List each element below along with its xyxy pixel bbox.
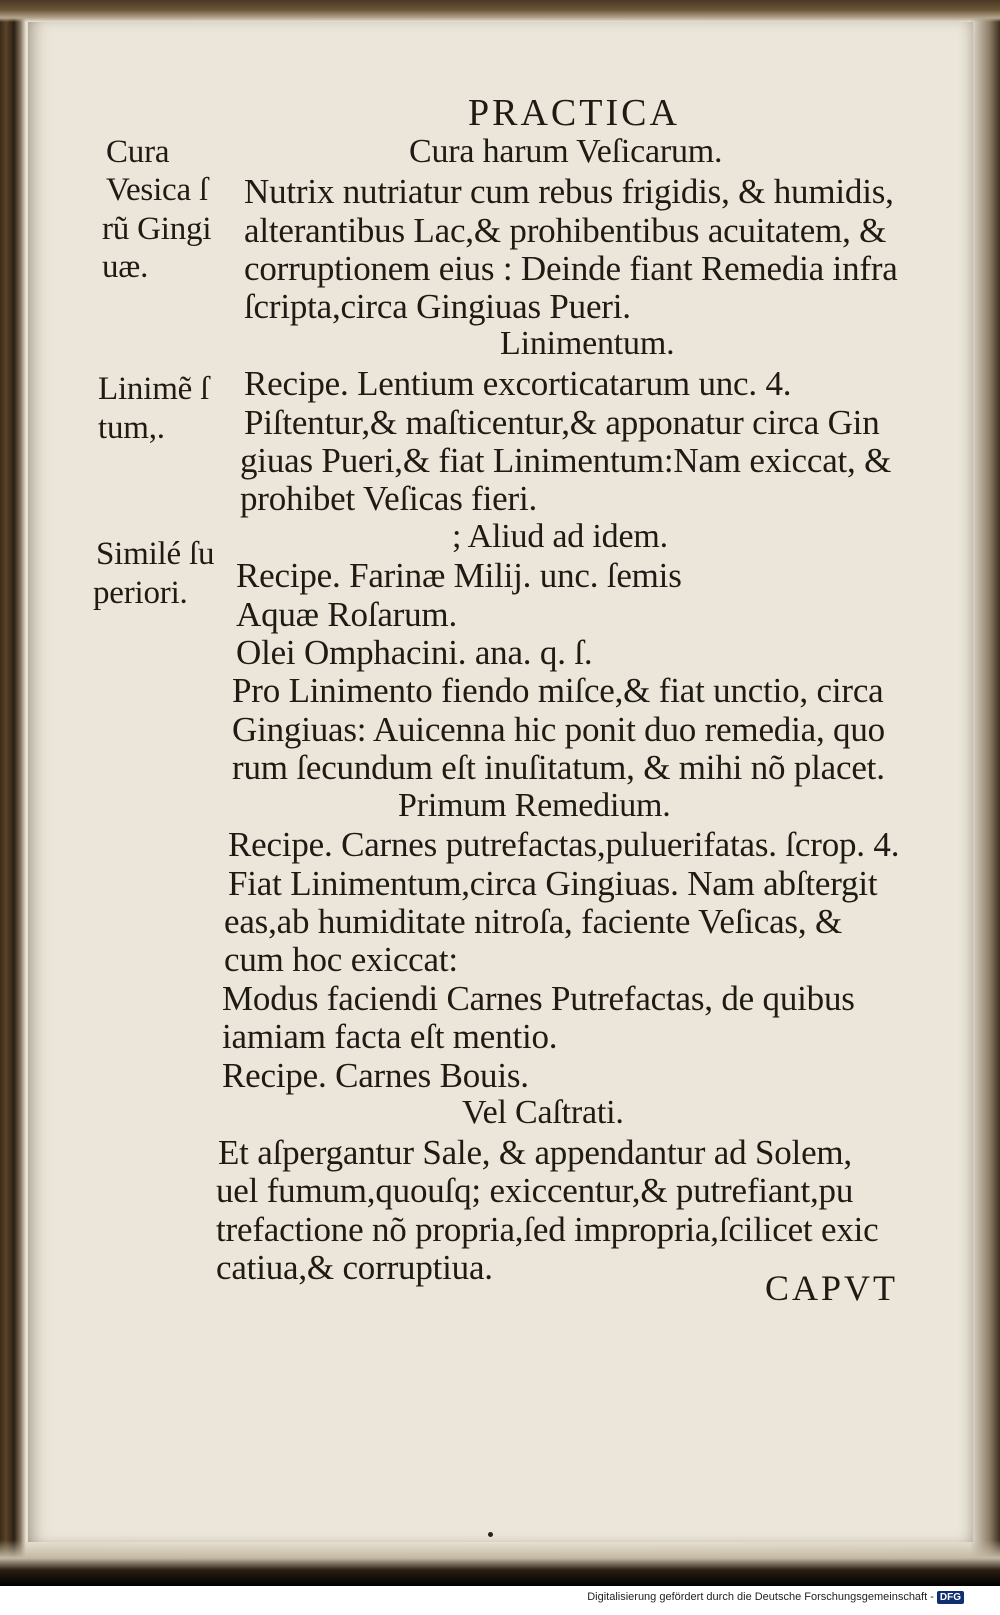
section-heading: Cura harum Veſicarum. [409,133,723,170]
dfg-logo: DFG [937,1591,964,1604]
text-line: Nutrix nutriatur cum rebus frigidis, & humidis, [244,172,894,211]
text-line: prohibet Veſicas fieri. [240,479,538,518]
text-line: Piſtentur,& maſticentur,& apponatur circa Gin [244,403,880,442]
margin-note: periori. [93,575,188,611]
margin-note: uæ. [102,249,149,285]
text-line: Pro Linimento fiendo miſce,& fiat unctio, circa [232,671,884,710]
margin-note: Similé ſu [96,536,215,572]
digitization-credit [587,1591,964,1604]
text-line: trefactione nõ propria,ſed impropria,ſcilicet exic [216,1210,879,1249]
text-line: catiua,& corruptiua. [216,1248,493,1287]
text-line: Modus faciendi Carnes Putrefactas, de quibus [222,979,855,1018]
text-line: iamiam facta eſt mentio. [222,1017,558,1056]
text-line: Recipe. Carnes putrefactas,puluerifatas. ſcrop. 4. [228,825,900,864]
section-heading: Vel Caſtrati. [462,1094,624,1131]
text-line: Fiat Linimentum,circa Gingiuas. Nam abſtergit [228,864,878,903]
text-line: alterantibus Lac,& prohibentibus acuitatem, & [244,211,887,250]
text-line: eas,ab humiditate nitroſa, faciente Veſicas, & [224,902,842,941]
text-line: Recipe. Farinæ Milij. unc. ſemis [236,556,682,595]
ink-speck [488,1532,493,1537]
margin-note: Cura [106,134,170,170]
running-head: PRACTICA [468,92,680,134]
margin-note: tum,. [98,410,165,446]
section-heading: Primum Remedium. [398,787,671,824]
text-line: rum ſecundum eſt inuſitatum, & mihi nõ placet. [232,748,885,787]
text-line: corruptionem eius : Deinde fiant Remedia infra [244,249,898,288]
book-bottom-edge [0,1540,1000,1586]
text-line: Aquæ Roſarum. [236,595,458,634]
margin-note: rũ Gingi [102,211,212,247]
text-line: Olei Omphacini. ana. q. ſ. [236,633,593,672]
text-line: Et aſpergantur Sale, & appendantur ad Solem, [218,1133,852,1172]
margin-note: Linimẽ ſ [98,371,210,407]
text-line: Recipe. Lentium excorticatarum unc. 4. [244,364,792,403]
text-line: uel fumum,quouſq; exiccentur,& putrefiant,pu [216,1171,854,1210]
section-heading: Linimentum. [500,325,675,362]
text-line: Gingiuas: Auicenna hic ponit duo remedia, quo [232,710,885,749]
margin-note: Vesica ſ [106,172,208,208]
text-line: giuas Pueri,& fiat Linimentum:Nam exiccat, & [240,441,892,480]
book-top-edge [0,0,1000,22]
text-line: cum hoc exiccat: [224,940,458,979]
section-heading: ; Aliud ad idem. [452,518,668,555]
text-line: Recipe. Carnes Bouis. [222,1056,529,1095]
catchword: CAPVT [765,1268,899,1308]
credit-text: Digitalisierung gefördert durch die Deutsche Forschungsgemeinschaft - [587,1591,934,1603]
text-line: ſcripta,circa Gingiuas Pueri. [244,287,631,326]
